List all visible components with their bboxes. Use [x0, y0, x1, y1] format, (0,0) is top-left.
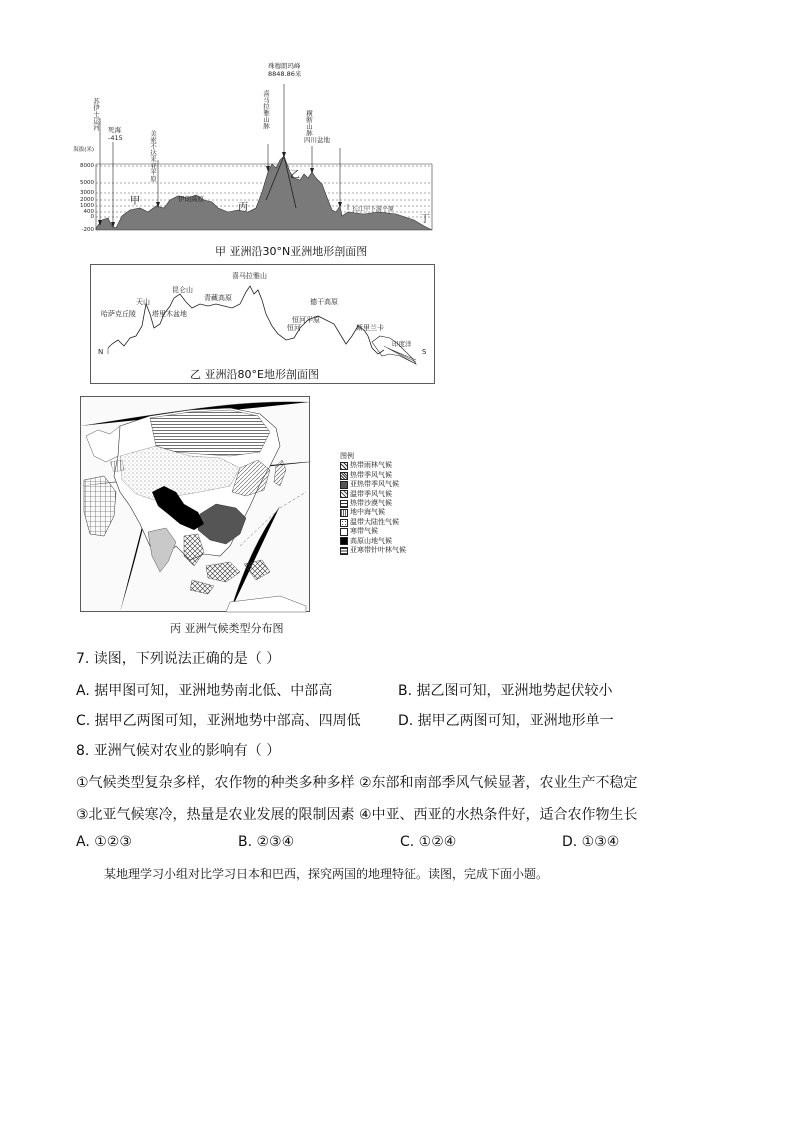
swatch-icon [340, 481, 348, 489]
q8-option-b: B. ②③④ [238, 834, 295, 850]
legend-item: 热带季风气候 [340, 471, 406, 480]
swatch-icon [340, 537, 348, 545]
himalaya-b-label: 喜马拉雅山 [232, 272, 267, 280]
figure-c-caption: 丙 亚洲气候类型分布图 [170, 622, 284, 635]
climate-legend [340, 452, 406, 555]
deccan-label: 德干高原 [310, 298, 338, 306]
mesopotamia-label: 美索不达米亚平原 [149, 130, 157, 182]
south-label: S [422, 348, 427, 356]
ganges-plain-label: 恒河平原 [292, 316, 320, 324]
swatch-icon [340, 500, 348, 508]
q8-option-d: D. ①③④ [562, 834, 620, 850]
next-section-intro: 某地理学习小组对比学习日本和巴西，探究两国的地理特征。读图，完成下面小题。 [104, 867, 549, 881]
dead-sea-depth: -415 [108, 134, 123, 142]
marker-bing: 丙 [238, 202, 248, 213]
tibet-label: 青藏高原 [204, 294, 232, 302]
q7-option-c: C. 据甲乙两图可知，亚洲地势中部高、四周低 [76, 713, 361, 729]
legend-item: 温带季风气候 [340, 490, 406, 499]
q8-statement-line-2: ③北亚气候寒冷，热量是农业发展的限制因素 ④中亚、西亚的水热条件好，适合农作物生长 [76, 807, 638, 823]
y-tick: 2000 [80, 197, 94, 203]
peak-label: 珠穆朗玛峰 [268, 62, 301, 70]
y-axis-title: 海拔(米) [73, 147, 94, 153]
hengduan-label: 横断山脉 [305, 110, 313, 136]
marker-yi: 乙 [290, 170, 300, 181]
legend-title: 图例 [340, 452, 354, 460]
y-tick: 5000 [80, 180, 94, 186]
legend-item: 寒带气候 [340, 527, 406, 536]
question-7-stem: 7. 读图，下列说法正确的是（ ） [76, 651, 281, 667]
legend-item: 热带雨林气候 [340, 461, 406, 470]
yangtze-label: 长江中下游平原 [352, 206, 395, 213]
tarim-label: 塔里木盆地 [152, 310, 187, 318]
iran-label: 伊朗高原 [178, 195, 204, 203]
suez-label: 苏伊士运河 [92, 98, 100, 131]
legend-item: 亚寒带针叶林气候 [340, 546, 406, 555]
legend-item: 地中海气候 [340, 508, 406, 517]
q7-option-b: B. 据乙图可知，亚洲地势起伏较小 [398, 683, 613, 699]
tianshan-label: 天山 [136, 298, 150, 306]
q8-option-a: A. ①②③ [76, 834, 132, 850]
marker-jia: 甲 [130, 196, 140, 207]
srilanka-label: 斯里兰卡 [356, 324, 384, 332]
himalaya-label: 喜马拉雅山脉 [262, 90, 270, 129]
swatch-icon [340, 519, 348, 527]
figure-c-climate-map [80, 396, 310, 612]
y-tick: 8000 [80, 163, 94, 169]
dead-sea-label: 死海 [108, 126, 121, 134]
y-tick: 400 [83, 209, 94, 215]
q8-option-c: C. ①②④ [400, 834, 457, 850]
marker-ding: 丁 [420, 214, 430, 225]
figure-b-caption: 乙 亚洲沿80°E地形剖面图 [190, 368, 319, 381]
swatch-icon [340, 490, 348, 498]
legend-item: 亚热带季风气候 [340, 480, 406, 489]
swatch-icon [340, 547, 348, 555]
y-tick: -200 [81, 227, 94, 233]
sichuan-label: 四川盆地 [304, 136, 330, 144]
kunlun-label: 昆仑山 [172, 286, 193, 294]
figure-a-profile [73, 60, 438, 236]
y-tick: 0 [90, 214, 94, 220]
swatch-icon [340, 528, 348, 536]
y-tick: 3000 [80, 190, 94, 196]
q7-option-d: D. 据甲乙两图可知，亚洲地形单一 [398, 713, 614, 729]
north-label: N [98, 348, 104, 356]
figure-a-caption: 甲 亚洲沿30°N亚洲地形剖面图 [215, 245, 368, 258]
y-tick: 1000 [80, 203, 94, 209]
legend-item: 热带沙漠气候 [340, 499, 406, 508]
kazakh-label: 哈萨克丘陵 [101, 310, 136, 318]
indian-ocean-label: 印度洋 [392, 340, 412, 348]
q7-option-a: A. 据甲图可知，亚洲地势南北低、中部高 [76, 683, 333, 699]
swatch-icon [340, 509, 348, 517]
legend-item: 温带大陆性气候 [340, 518, 406, 527]
legend-item: 高原山地气候 [340, 537, 406, 546]
ganges-river-label: 恒河 [287, 324, 301, 332]
peak-height: 8848.86米 [268, 70, 302, 78]
swatch-icon [340, 462, 348, 470]
swatch-icon [340, 472, 348, 480]
question-8-stem: 8. 亚洲气候对农业的影响有（ ） [76, 743, 281, 759]
q8-statement-line-1: ①气候类型复杂多样，农作物的种类多种多样 ②东部和南部季风气候显著，农业生产不稳定 [76, 775, 638, 791]
